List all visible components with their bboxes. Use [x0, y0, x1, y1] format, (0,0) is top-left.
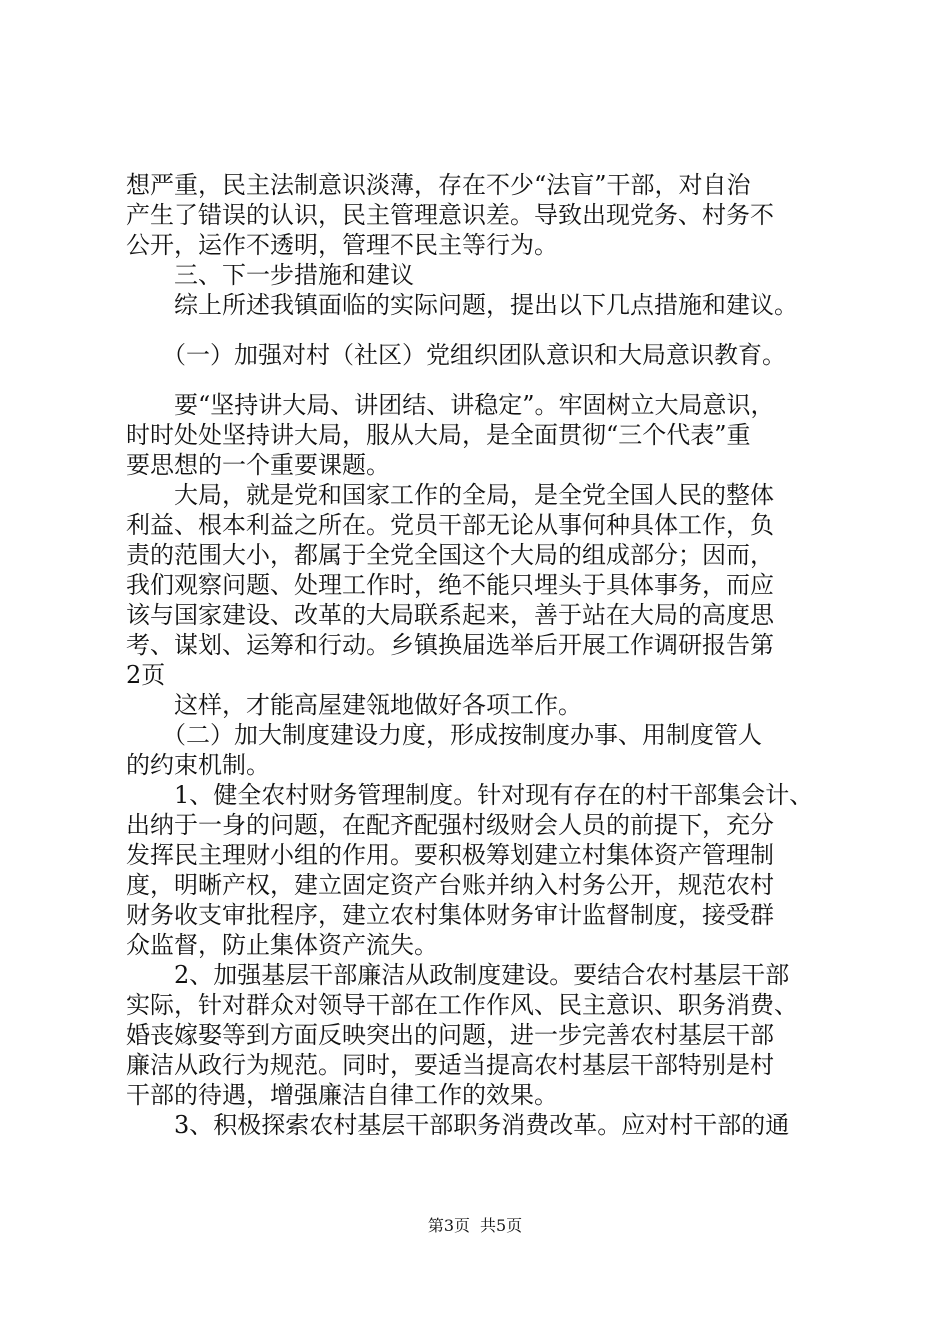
- document-body: [126, 170, 836, 1140]
- text-line: 想严重，民主法制意识淡薄，存在不少“法盲”干部，对自治: [126, 171, 751, 199]
- subsection-heading: （一）加强对村（社区）党组织团队意识和大局意识教育。: [126, 341, 786, 369]
- page-footer: [0, 1216, 950, 1236]
- text-line: 财务收支审批程序，建立农村集体财务审计监督制度，接受群: [126, 901, 774, 929]
- text-line: 该与国家建设、改革的大局联系起来，善于站在大局的高度思: [126, 601, 774, 629]
- text-line: 2页: [126, 661, 166, 689]
- text-line: 3、积极探索农村基层干部职务消费改革。应对村干部的通: [126, 1111, 790, 1139]
- text-line: 产生了错误的认识，民主管理意识差。导致出现党务、村务不: [126, 201, 774, 229]
- page-number: 第3页: [427, 1216, 470, 1235]
- text-line: 要思想的一个重要课题。: [126, 451, 390, 479]
- text-line: 众监督，防止集体资产流失。: [126, 931, 438, 959]
- text-line: 责的范围大小，都属于全党全国这个大局的组成部分；因而，: [126, 541, 774, 569]
- text-line: 度，明晰产权，建立固定资产台账并纳入村务公开，规范农村: [126, 871, 774, 899]
- subsection-heading: （二）加大制度建设力度，形成按制度办事、用制度管人: [126, 721, 762, 749]
- text-line: 实际，针对群众对领导干部在工作作风、民主意识、职务消费、: [126, 991, 798, 1019]
- text-line: 2、加强基层干部廉洁从政制度建设。要结合农村基层干部: [126, 961, 790, 989]
- text-line: 综上所述我镇面临的实际问题，提出以下几点措施和建议。: [126, 291, 798, 319]
- text-line: 考、谋划、运筹和行动。乡镇换届选举后开展工作调研报告第: [126, 631, 774, 659]
- text-line: 廉洁从政行为规范。同时，要适当提高农村基层干部特别是村: [126, 1051, 774, 1079]
- text-line: 干部的待遇，增强廉洁自律工作的效果。: [126, 1081, 558, 1109]
- text-line: 公开，运作不透明，管理不民主等行为。: [126, 231, 558, 259]
- text-line: 婚丧嫁娶等到方面反映突出的问题，进一步完善农村基层干部: [126, 1021, 774, 1049]
- text-line: 出纳于一身的问题，在配齐配强村级财会人员的前提下，充分: [126, 811, 774, 839]
- text-line: 利益、根本利益之所在。党员干部无论从事何种具体工作，负: [126, 511, 774, 539]
- text-line: 要“坚持讲大局、讲团结、讲稳定”。牢固树立大局意识，: [126, 391, 775, 419]
- text-line: 大局，就是党和国家工作的全局，是全党全国人民的整体: [126, 481, 774, 509]
- text-line: 这样，才能高屋建瓴地做好各项工作。: [126, 691, 582, 719]
- text-line: 1、健全农村财务管理制度。针对现有存在的村干部集会计、: [126, 781, 814, 809]
- text-line: 的约束机制。: [126, 751, 270, 779]
- text-line: 我们观察问题、处理工作时，绝不能只埋头于具体事务，而应: [126, 571, 774, 599]
- text-line: 发挥民主理财小组的作用。要积极筹划建立村集体资产管理制: [126, 841, 774, 869]
- section-heading: 三、下一步措施和建议: [126, 261, 414, 289]
- page-total: 共5页: [480, 1216, 523, 1235]
- text-line: 时时处处坚持讲大局，服从大局，是全面贯彻“三个代表”重: [126, 421, 751, 449]
